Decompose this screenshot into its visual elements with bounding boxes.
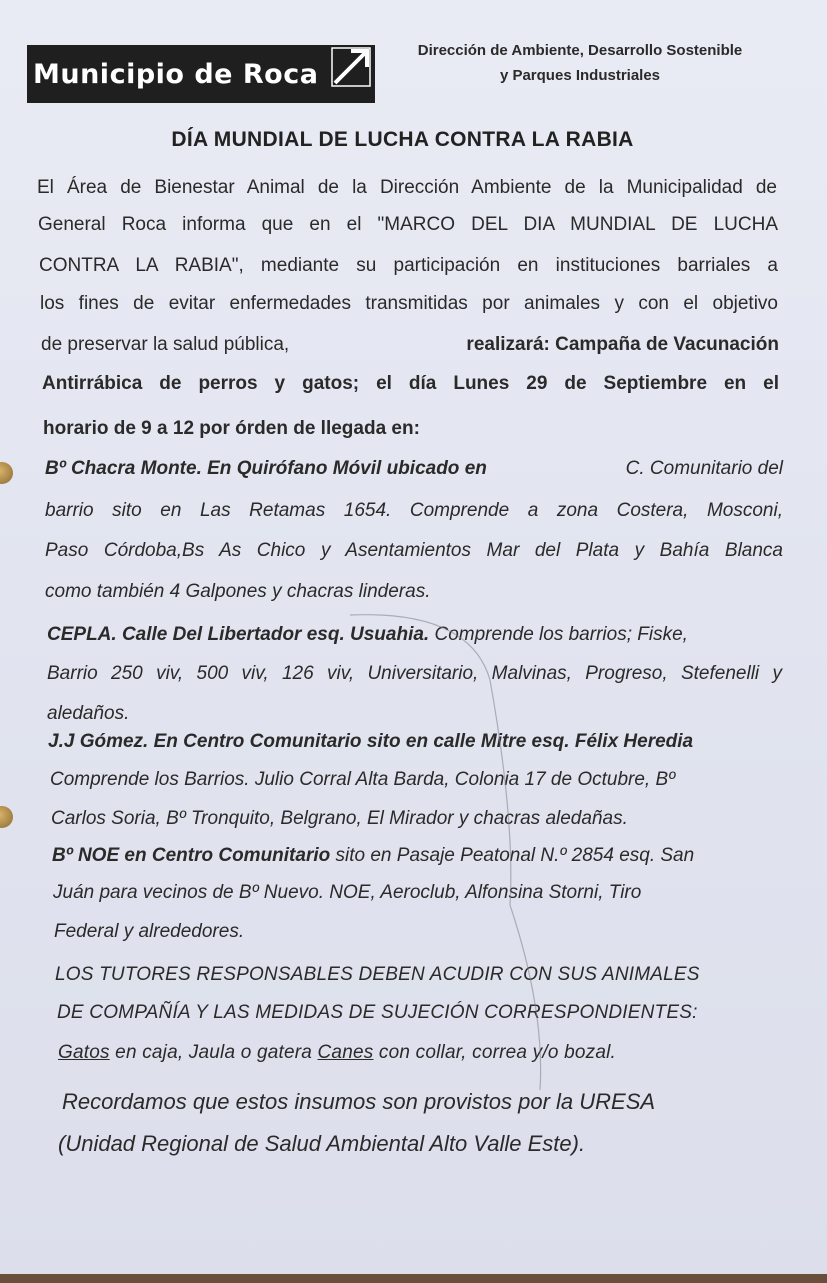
intro-line-3: CONTRA LA RABIA", mediante su participación en instituciones barriales a (39, 255, 778, 276)
municipio-logo (27, 45, 375, 103)
loc4-line-2: Juán para vecinos de Bº Nuevo. NOE, Aeroclub, Alfonsina Storni, Tiro (53, 882, 642, 903)
dogs-label: Canes (317, 1042, 374, 1063)
loc4-line-1 (52, 845, 694, 867)
cats-label: Gatos (58, 1042, 110, 1063)
notice-line-3 (58, 1042, 616, 1064)
loc1-line-3: Paso Córdoba,Bs As Chico y Asentamientos Mar del Plata y Bahía Blanca (45, 540, 783, 561)
loc2-heading: CEPLA. Calle Del Libertador esq. Usuahia. (47, 624, 430, 645)
department-line-2: y Parques Industriales (499, 67, 661, 84)
loc2-line-3: aledaños. (47, 703, 130, 724)
intro-line-2: General Roca informa que en el "MARCO DEL DIA MUNDIAL DE LUCHA (38, 214, 778, 235)
intro-line-6: Antirrábica de perros y gatos; el día Lunes 29 de Septiembre en el (42, 373, 779, 394)
intro-line-5-bold: realizará: Campaña de Vacunación (466, 334, 779, 355)
closing-line-1: Recordamos que estos insumos son provistos por la URESA (62, 1089, 656, 1114)
loc1-line-1-rest: C. Comunitario del (625, 458, 783, 479)
logo-text: Municipio de Roca (33, 58, 319, 90)
loc2-line-2: Barrio 250 viv, 500 viv, 126 viv, Universitario, Malvinas, Progreso, Stefenelli y (47, 663, 782, 684)
department-name (385, 38, 775, 88)
intro-line-1: El Área de Bienestar Animal de la Dirección Ambiente de la Municipalidad de (37, 177, 777, 198)
loc3-heading: J.J Gómez. En Centro Comunitario sito en calle Mitre esq. Félix Heredia (48, 731, 694, 752)
cats-requirement: en caja, Jaula o gatera (109, 1042, 318, 1063)
intro-line-7: horario de 9 a 12 por órden de llegada en: (43, 418, 420, 439)
intro-line-4: los fines de evitar enfermedades transmitidas por animales y con el objetivo (40, 293, 778, 314)
pushpin (0, 462, 13, 484)
loc3-line-2: Comprende los Barrios. Julio Corral Alta Barda, Colonia 17 de Octubre, Bº (50, 769, 676, 790)
notice-title: DÍA MUNDIAL DE LUCHA CONTRA LA RABIA (171, 128, 634, 151)
loc1-line-4: como también 4 Galpones y chacras linderas. (45, 581, 431, 602)
loc2-line-1-rest: Comprende los barrios; Fiske, (429, 624, 688, 645)
loc1-line-1 (45, 458, 783, 480)
dogs-requirement: con collar, correa y/o bozal. (373, 1042, 617, 1063)
loc1-heading: Bº Chacra Monte. En Quirófano Móvil ubicado en (45, 458, 487, 479)
notice-line-2: DE COMPAÑÍA Y LAS MEDIDAS DE SUJECIÓN CORRESPONDIENTES: (57, 1002, 698, 1023)
logo-arrow-badge (331, 47, 371, 87)
department-line-1: Dirección de Ambiente, Desarrollo Sostenible (417, 42, 743, 59)
loc1-line-2: barrio sito en Las Retamas 1654. Comprende a zona Costera, Mosconi, (45, 500, 783, 521)
intro-line-5 (41, 334, 779, 356)
loc2-line-1 (47, 624, 688, 646)
loc4-heading: Bº NOE en Centro Comunitario (52, 845, 331, 866)
loc4-line-1-rest: sito en Pasaje Peatonal N.º 2854 esq. San (330, 845, 695, 866)
wall-edge (0, 1274, 827, 1283)
loc4-line-3: Federal y alrededores. (54, 921, 245, 942)
loc3-line-3: Carlos Soria, Bº Tronquito, Belgrano, El Mirador y chacras aledañas. (51, 808, 628, 829)
intro-line-5-plain: de preservar la salud pública, (41, 334, 290, 355)
notice-line-1: LOS TUTORES RESPONSABLES DEBEN ACUDIR CON SUS ANIMALES (55, 964, 700, 985)
pushpin (0, 806, 13, 828)
closing-line-2: (Unidad Regional de Salud Ambiental Alto Valle Este). (58, 1131, 586, 1156)
